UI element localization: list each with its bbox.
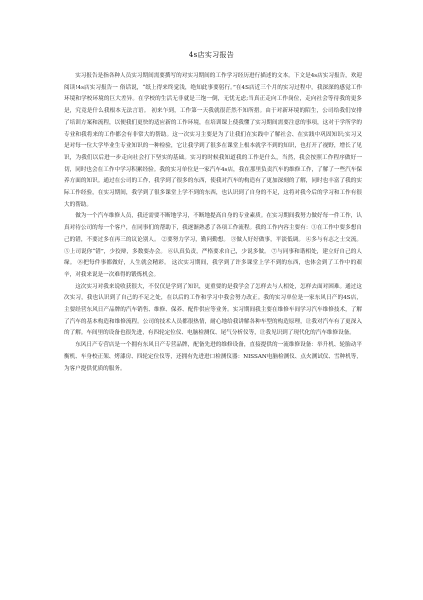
- document-title: 4s店实习报告: [188, 51, 235, 59]
- paragraph: 做为一个汽车维修人员，我还需要不断地学习，不断地提高自身的专业素质。在实习期间我努力做好每一件工作，认真对待公司的每一个客户，在同事们的帮助下，我逐渐熟悉了各项工作流程。我的工作内容主要有：①在工作中要多想自己的错，不要过多在再三的议论别人。 ②要努力学习，勤问勤想。 ③做人好好做事，平淡低调。 ④多与有志之士交流。 ⑤上司说你“错”，少狡辩，多数要办会。 ⑥认真负责，严格要求自己，少说多做。 ⑦与同事和谐相处，建立好自己的人缘。 ⑧把每件事都做好，人生就会精彩。 这次实习期间，我学到了许多课堂上学不到的东西，也体会到了工作中的艰辛，对我来说是一次难得的锻炼机会。: [64, 213, 362, 278]
- paragraph: 东风日产专营店是一个拥有东风日产专营品牌，配备先进的维修设备，直接提供的一流维修设备：举升机、轮胎动平衡机、车身校正架、烤漆房、四轮定位仪等，还拥有先进进口检测仪器：NISSAN电脑检测仪、点火测试仪、雪种机等，为客户提供优质的服务。: [64, 342, 362, 372]
- paragraph: 实习报告是指各种人员实习期间需要撰写的对实习期间的工作学习经历进行描述的文本。下文是4s店实习报告，欢迎阅读!4s店实习报告一 俗话说，“纸上得来终觉浅，绝知此事要躬行。”在4S店近三个月的实习过程中，我深深的感觉工作环境和学校环境的巨大差异。在学校的生活无非就是三饱一倒，无忧无虑;当真正走向工作岗位，走向社会等待我的更多是，究竟是什么我根本无法言语。 初来乍到，工作第一天我就很茫然不知所措。由于对新环境的陌生，公司给我们安排了培训方案和流程，以便我们更快的适应新的工作环境，在培训课上使我懂了实习期间需要注意的事项，这对于学所学的专业和我将来的工作都会有非常大的帮助。这一次实习主要是为了让我们在实践中了解社会、在实践中巩固知识;实习又是对每一位大学毕业生专业知识的一种检验，它让我学到了很多在课堂上根本就学不到的知识，也打开了视野，增长了见识，为我们以后进一步走向社会打下坚实的基础。实习的时候我知道我的工作是什么，当然，我会按照工作程序做好一切，同时也会在工作中学习积累经验。我的实习单位是一家汽车4s店，我在那里负责汽车的维修工作，了解了一些汽车保养方面的知识。通过在公司的工作，我学到了很多的东西，使我对汽车的构造有了更加深刻的了解，同时也丰富了我的实际工作经验，在实习期间，我学到了很多课堂上学不到的东西，也认识到了自身的不足，这将对我今后的学习和工作有很大的帮助。: [64, 73, 362, 208]
- document-body: [64, 71, 362, 375]
- paragraph: 这次实习对我来说收获很大，不仅仅是学到了知识，更重要的是我学会了怎样去与人相处，怎样去面对困难。通过这次实习，我也认识到了自己的不足之处，在以后的工作和学习中我会努力改正。我的实习单位是一家东风日产的4S店，主要经营东风日产品牌的汽车销售、维修、保养、配件供应等业务。实习期间我主要在维修车间学习汽车维修技术，了解了汽车的基本构造和维修流程。公司的技术人员都很热情，耐心地给我讲解各种车型的构造原理，让我对汽车有了更深入的了解。车间里的设备也很先进，有四轮定位仪、电脑检测仪、尾气分析仪等，让我见识到了现代化的汽车维修设备。: [64, 283, 362, 337]
